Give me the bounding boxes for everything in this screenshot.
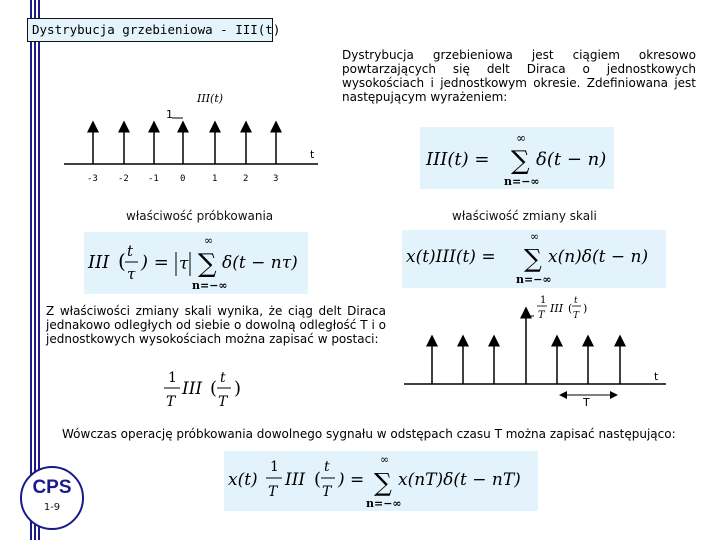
formula-body: x(nT)δ(t − nT) xyxy=(398,470,521,490)
sum-lower: n=−∞ xyxy=(366,497,402,510)
axis-label: t xyxy=(654,370,659,383)
slide-title: Dystrybucja grzebieniowa - III(t) xyxy=(27,18,273,42)
tick-label: -3 xyxy=(87,174,98,184)
amplitude-label: 1 xyxy=(166,108,173,121)
sum-lower: n=−∞ xyxy=(192,279,228,292)
arg-numerator: t xyxy=(220,370,226,386)
sum-symbol: ∑ xyxy=(524,244,542,273)
function-label: III(t) xyxy=(197,92,224,105)
definition-formula xyxy=(420,127,614,189)
scaling-caption: właściwość zmiany skali xyxy=(452,209,597,223)
frac-numerator: 1 xyxy=(168,370,177,386)
sum-symbol: ∑ xyxy=(198,249,217,279)
arg-numerator: t xyxy=(574,296,578,306)
open-paren: ( xyxy=(568,302,573,315)
formula-body: δ(t − n) xyxy=(536,149,607,170)
arg-denominator: τ xyxy=(127,265,136,283)
tick-label: 1 xyxy=(212,174,218,184)
open-paren: ( xyxy=(210,378,218,399)
sum-lower: n=−∞ xyxy=(516,273,552,286)
comb-name: III xyxy=(550,302,564,315)
tick-label: 2 xyxy=(243,174,249,184)
tick-label: 0 xyxy=(180,174,186,184)
formula-lhs: III(t) = xyxy=(426,149,490,170)
sum-lower: n=−∞ xyxy=(504,175,540,188)
sampling-formula xyxy=(84,232,308,294)
sum-upper: ∞ xyxy=(380,453,390,466)
frac-numerator: 1 xyxy=(540,295,547,306)
scaled-comb-expression xyxy=(160,364,250,416)
close-paren: ) xyxy=(234,378,242,399)
comb-name: III xyxy=(88,252,110,273)
arg-denominator: T xyxy=(322,484,332,500)
sum-symbol: ∑ xyxy=(374,468,392,497)
formula-body: x(n)δ(t − n) xyxy=(548,247,649,267)
tick-label: -1 xyxy=(148,174,159,184)
open-paren: ( xyxy=(314,469,322,490)
scaled-comb-plot xyxy=(400,292,670,412)
comb-plot-spikes xyxy=(93,122,276,164)
scaling-formula xyxy=(402,230,666,288)
frac-denominator: T xyxy=(268,484,278,500)
open-paren: ( xyxy=(118,249,126,273)
final-formula xyxy=(224,451,538,511)
arg-numerator: t xyxy=(127,242,134,260)
comb-name: III xyxy=(182,379,203,399)
formula-lhs: x(t)III(t) = xyxy=(406,247,496,267)
comb-name: III xyxy=(285,470,306,490)
cps-logo xyxy=(20,466,84,530)
scale-paragraph: Z właściwości zmiany skali wynika, że ciąg delt Diraca jednakowo odległych od siebie o dowolną odległość T i o jednostkowych wysokościach można zapisać w postaci: xyxy=(46,304,386,346)
tick-label: 3 xyxy=(273,174,279,184)
frac-denominator: T xyxy=(166,394,176,410)
sum-upper: ∞ xyxy=(530,230,540,243)
tick-label: -2 xyxy=(118,174,129,184)
axis-label: t xyxy=(310,148,315,161)
frac-numerator: 1 xyxy=(270,459,279,475)
intro-paragraph: Dystrybucja grzebieniowa jest ciągiem okresowo powtarzających się delt Diraca o jednostkowych wysokościach i jednostkowym okresie. Zdefiniowana jest następującym wyrażeniem: xyxy=(342,48,696,104)
period-label: T xyxy=(583,396,590,409)
close-paren: ) xyxy=(583,302,588,315)
comb-plot xyxy=(0,80,320,200)
formula-body: δ(t − nτ) xyxy=(222,253,298,273)
sum-upper: ∞ xyxy=(204,234,214,247)
frac-denominator: T xyxy=(538,310,545,321)
sum-symbol: ∑ xyxy=(511,146,530,176)
equals: ) = xyxy=(338,470,365,490)
arg-numerator: t xyxy=(324,459,330,475)
final-paragraph: Wówczas operację próbkowania dowolnego sygnału w odstępach czasu T można zapisać następująco: xyxy=(62,427,676,441)
sum-upper: ∞ xyxy=(516,131,526,145)
page-number: 1-9 xyxy=(43,502,61,513)
lhs-signal: x(t) xyxy=(228,470,258,490)
arg-denominator: T xyxy=(218,394,228,410)
arg-denominator: T xyxy=(573,311,580,321)
sampling-caption: właściwość próbkowania xyxy=(126,209,274,223)
abs-tau: τ xyxy=(179,254,189,274)
plot2-spikes xyxy=(432,308,620,384)
logo-text: CPS xyxy=(32,477,72,498)
equals: ) = xyxy=(141,252,169,273)
